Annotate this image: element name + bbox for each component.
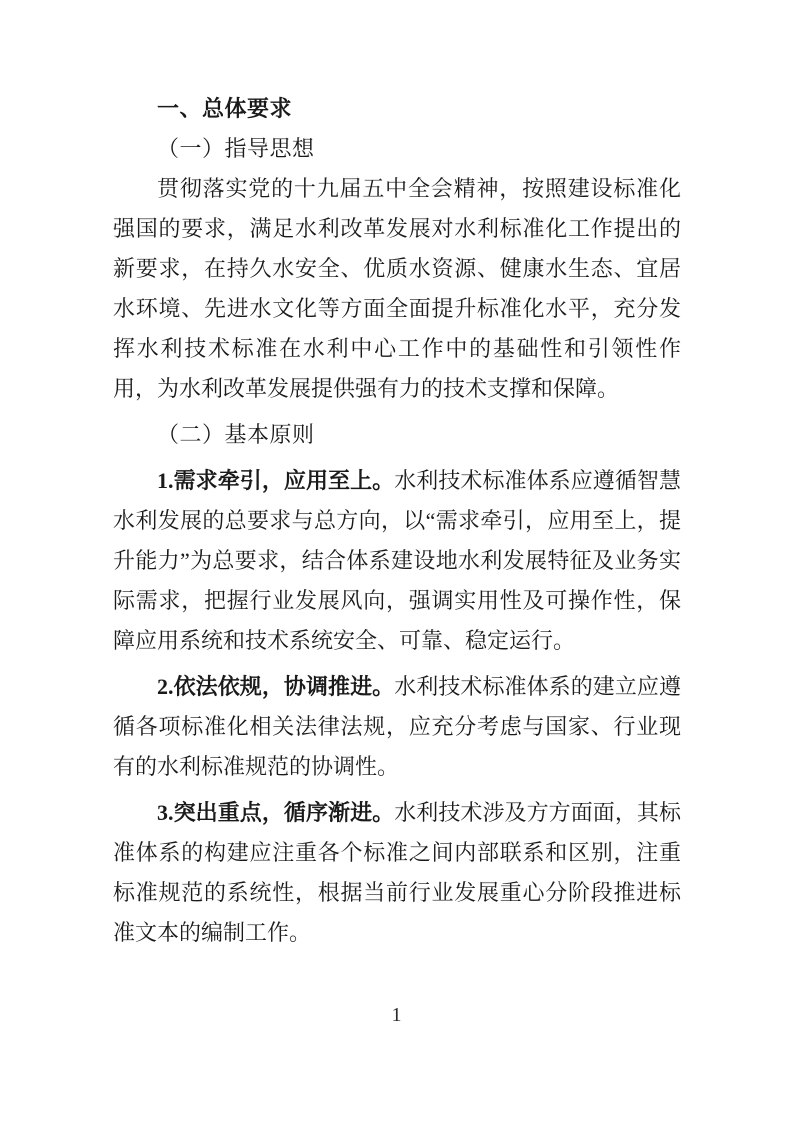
principle-item-2 <box>113 667 681 787</box>
principle-item-3 <box>113 793 681 953</box>
principle-1-body: 水利技术标准体系应遵循智慧水利发展的总要求与总方向，以“需求牵引，应用至上，提升能力”为总要求，结合体系建设地水利发展特征及业务实际需求，把握行业发展风向，强调实用性及可操作性，保障应用系统和技术系统安全、可靠、稳定运行。 <box>113 468 681 653</box>
section-title: 一、总体要求 <box>157 96 293 121</box>
principle-3-lead: 3.突出重点，循序渐进。 <box>157 800 395 825</box>
principle-3-body: 水利技术涉及方方面面，其标准体系的构建应注重各个标准之间内部联系和区别，注重标准规范的系统性，根据当前行业发展重心分阶段推进标准文本的编制工作。 <box>113 800 681 945</box>
guiding-ideology-paragraph: 贯彻落实党的十九届五中全会精神，按照建设标准化强国的要求，满足水利改革发展对水利标准化工作提出的新要求，在持久水安全、优质水资源、健康水生态、宜居水环境、先进水文化等方面全面提升标准化水平，充分发挥水利技术标准在水利中心工作中的基础性和引领性作用，为水利改革发展提供强有力的技术支撑和保障。 <box>113 176 681 401</box>
subsection-heading-basic-principles: （二）基本原则 <box>157 422 315 447</box>
page-number: 1 <box>391 1004 402 1026</box>
subsection-heading-guiding-ideology: （一）指导思想 <box>157 136 315 161</box>
principle-item-1 <box>113 461 681 661</box>
principle-2-lead: 2.依法依规，协调推进。 <box>157 674 395 699</box>
principle-2-body: 水利技术标准体系的建立应遵循各项标准化相关法律法规，应充分考虑与国家、行业现有的水利标准规范的协调性。 <box>113 674 681 779</box>
document-content <box>113 89 681 953</box>
principle-1-lead: 1.需求牵引，应用至上。 <box>157 468 395 493</box>
